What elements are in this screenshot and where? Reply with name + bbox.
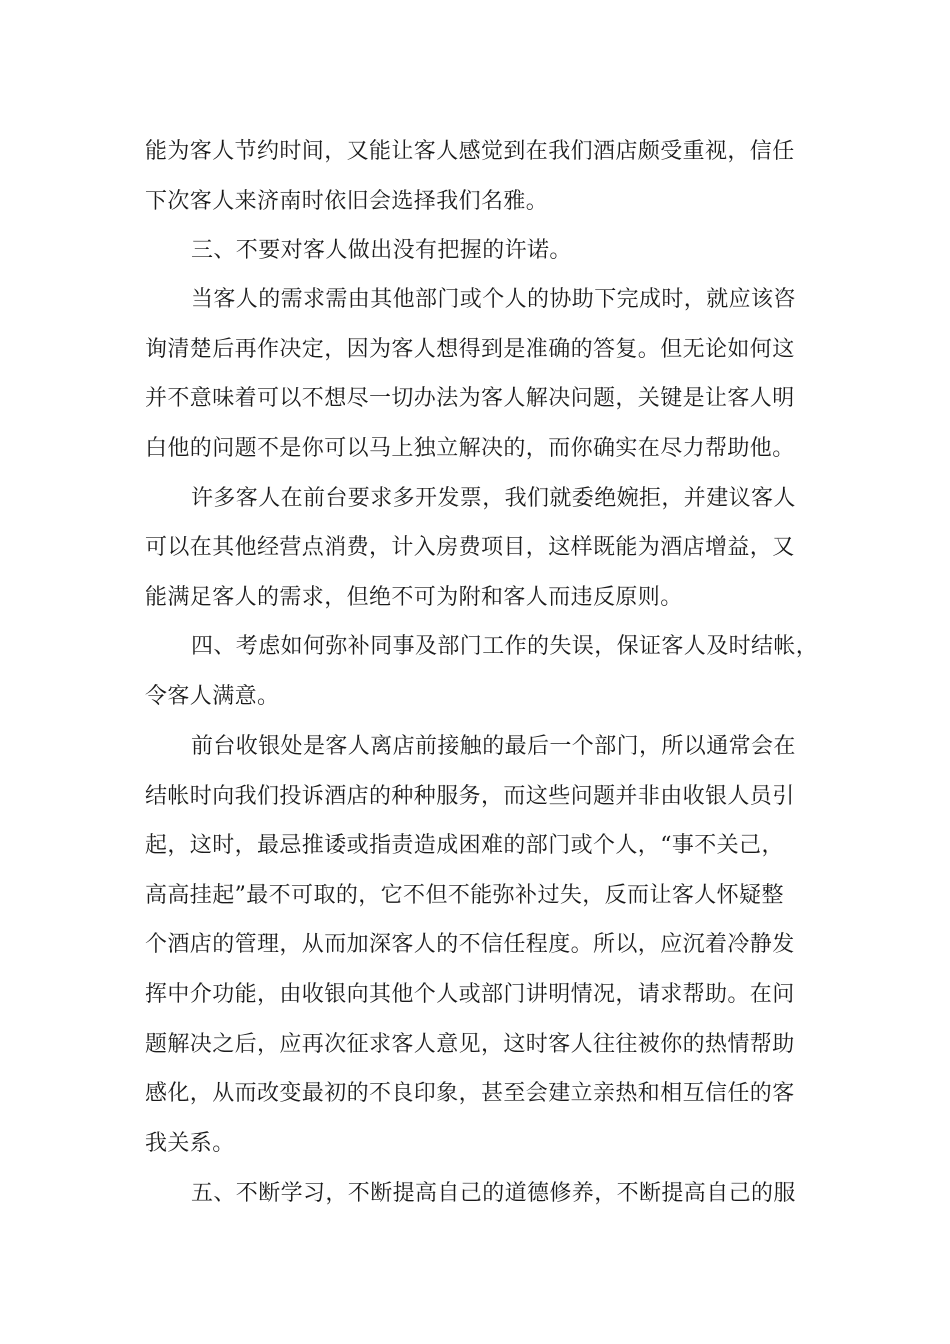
- text-line: 能满足客人的需求，但绝不可为附和客人而违反原则。: [145, 585, 683, 610]
- section-heading: 五、不断学习，不断提高自己的道德修养，不断提高自己的服: [191, 1181, 796, 1206]
- text-line: 高高挂起”最不可取的，它不但不能弥补过失，反而让客人怀疑整: [145, 883, 784, 908]
- paragraph-start: 当客人的需求需由其他部门或个人的协助下完成时，就应该咨: [191, 287, 796, 312]
- text-line: 题解决之后，应再次征求客人意见，这时客人往往被你的热情帮助: [145, 1032, 795, 1057]
- text-line: 下次客人来济南时依旧会选择我们名雅。: [145, 189, 549, 214]
- text-line: 起，这时，最忌推诿或指责造成困难的部门或个人，“事不关己，: [145, 833, 784, 858]
- text-line: 白他的问题不是你可以马上独立解决的，而你确实在尽力帮助他。: [145, 436, 795, 461]
- text-line: 感化，从而改变最初的不良印象，甚至会建立亲热和相互信任的客: [145, 1081, 795, 1106]
- text-line: 能为客人节约时间，又能让客人感觉到在我们酒店颇受重视，信任: [145, 139, 795, 164]
- text-line: 询清楚后再作决定，因为客人想得到是准确的答复。但无论如何这: [145, 337, 795, 362]
- text-line: 个酒店的管理，从而加深客人的不信任程度。所以，应沉着冷静发: [145, 932, 795, 957]
- text-line: 我关系。: [145, 1131, 235, 1156]
- text-line: 挥中介功能，由收银向其他个人或部门讲明情况，请求帮助。在问: [145, 982, 795, 1007]
- section-heading: 三、不要对客人做出没有把握的许诺。: [191, 238, 572, 263]
- paragraph-start: 前台收银处是客人离店前接触的最后一个部门，所以通常会在: [191, 734, 796, 759]
- text-line: 令客人满意。: [145, 684, 280, 709]
- text-line: 可以在其他经营点消费，计入房费项目，这样既能为酒店增益，又: [145, 535, 795, 560]
- section-heading: 四、考虑如何弥补同事及部门工作的失误，保证客人及时结帐，: [191, 634, 819, 659]
- text-line: 并不意味着可以不想尽一切办法为客人解决问题，关键是让客人明: [145, 386, 795, 411]
- text-line: 结帐时向我们投诉酒店的种种服务，而这些问题并非由收银人员引: [145, 784, 795, 809]
- paragraph-start: 许多客人在前台要求多开发票，我们就委绝婉拒，并建议客人: [191, 486, 796, 511]
